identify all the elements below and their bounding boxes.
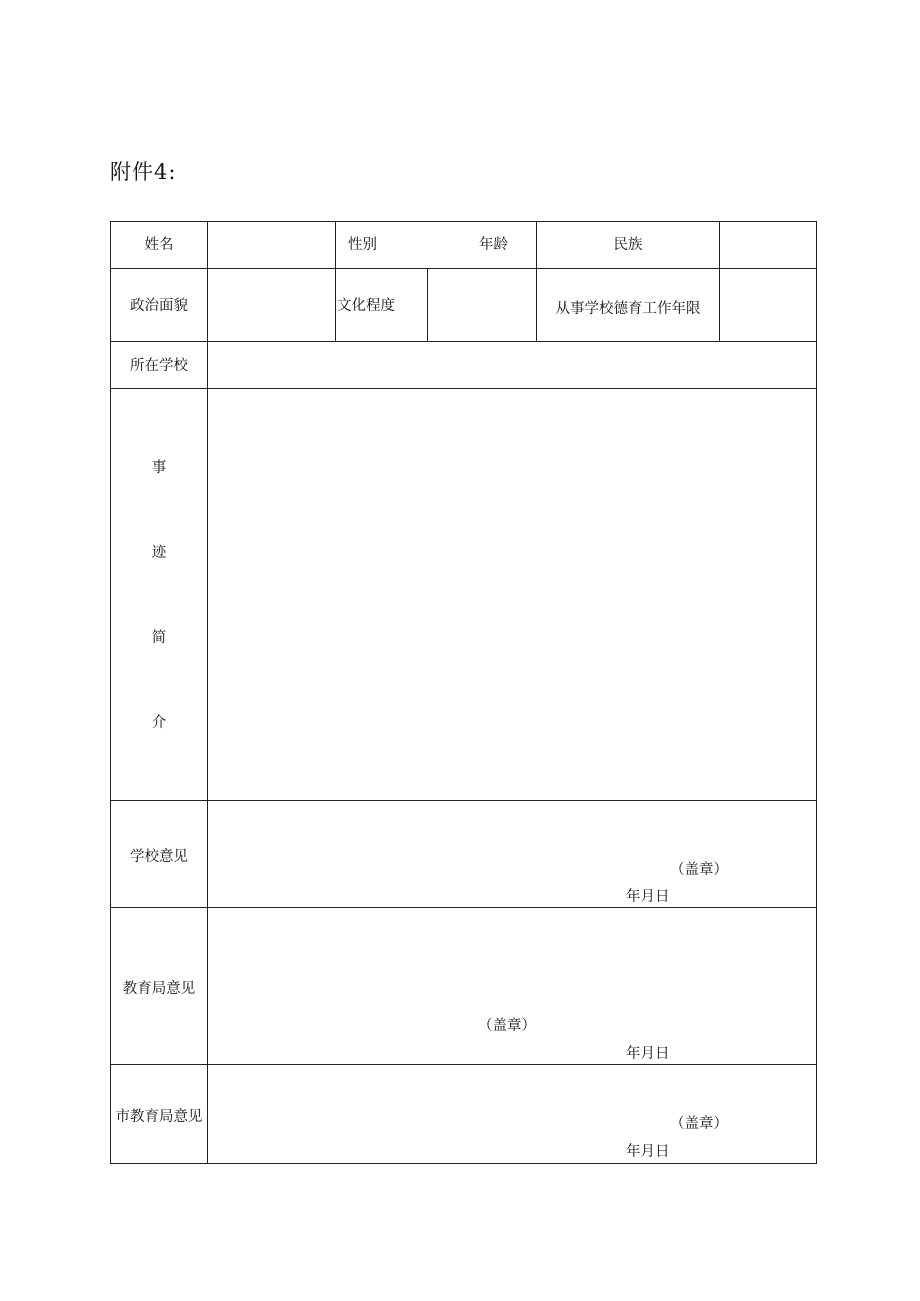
bureau-opinion-label: 教育局意见 — [122, 981, 196, 997]
border-line — [110, 1163, 817, 1164]
border-line — [110, 800, 817, 801]
deeds-label-char: 介 — [151, 715, 167, 731]
school-opinion-label: 学校意见 — [130, 849, 188, 865]
border-line — [110, 341, 817, 342]
page-heading: 附件4: — [110, 160, 177, 184]
seal-text: （盖章） — [670, 862, 728, 878]
border-line — [110, 221, 111, 1164]
school-label: 所在学校 — [130, 358, 188, 374]
gender-label: 性别 — [348, 237, 377, 253]
deeds-label-char: 迹 — [151, 545, 167, 561]
date-text: 年月日 — [626, 889, 670, 905]
deeds-label-char: 简 — [151, 630, 167, 646]
border-line — [110, 1064, 817, 1065]
border-line — [110, 221, 817, 222]
political-status-label: 政治面貌 — [130, 298, 188, 314]
nomination-form — [110, 221, 817, 1164]
border-line — [335, 221, 336, 341]
deeds-label-char: 事 — [151, 460, 167, 476]
border-line — [719, 221, 720, 341]
date-text: 年月日 — [626, 1144, 670, 1160]
seal-text: （盖章） — [670, 1116, 728, 1132]
border-line — [536, 221, 537, 341]
border-line — [110, 388, 817, 389]
border-line — [816, 221, 817, 1164]
name-label: 姓名 — [144, 237, 174, 253]
border-line — [110, 907, 817, 908]
border-line — [207, 221, 208, 1164]
seal-text: （盖章） — [478, 1018, 536, 1034]
ethnicity-label: 民族 — [613, 237, 643, 253]
border-line — [110, 268, 817, 269]
education-label: 文化程度 — [337, 298, 395, 314]
service-years-label: 从事学校德育工作年限 — [555, 301, 701, 317]
city-bureau-opinion-label: 市教育局意见 — [115, 1109, 203, 1125]
border-line — [427, 268, 428, 341]
date-text: 年月日 — [626, 1046, 670, 1062]
age-label: 年龄 — [479, 237, 508, 253]
